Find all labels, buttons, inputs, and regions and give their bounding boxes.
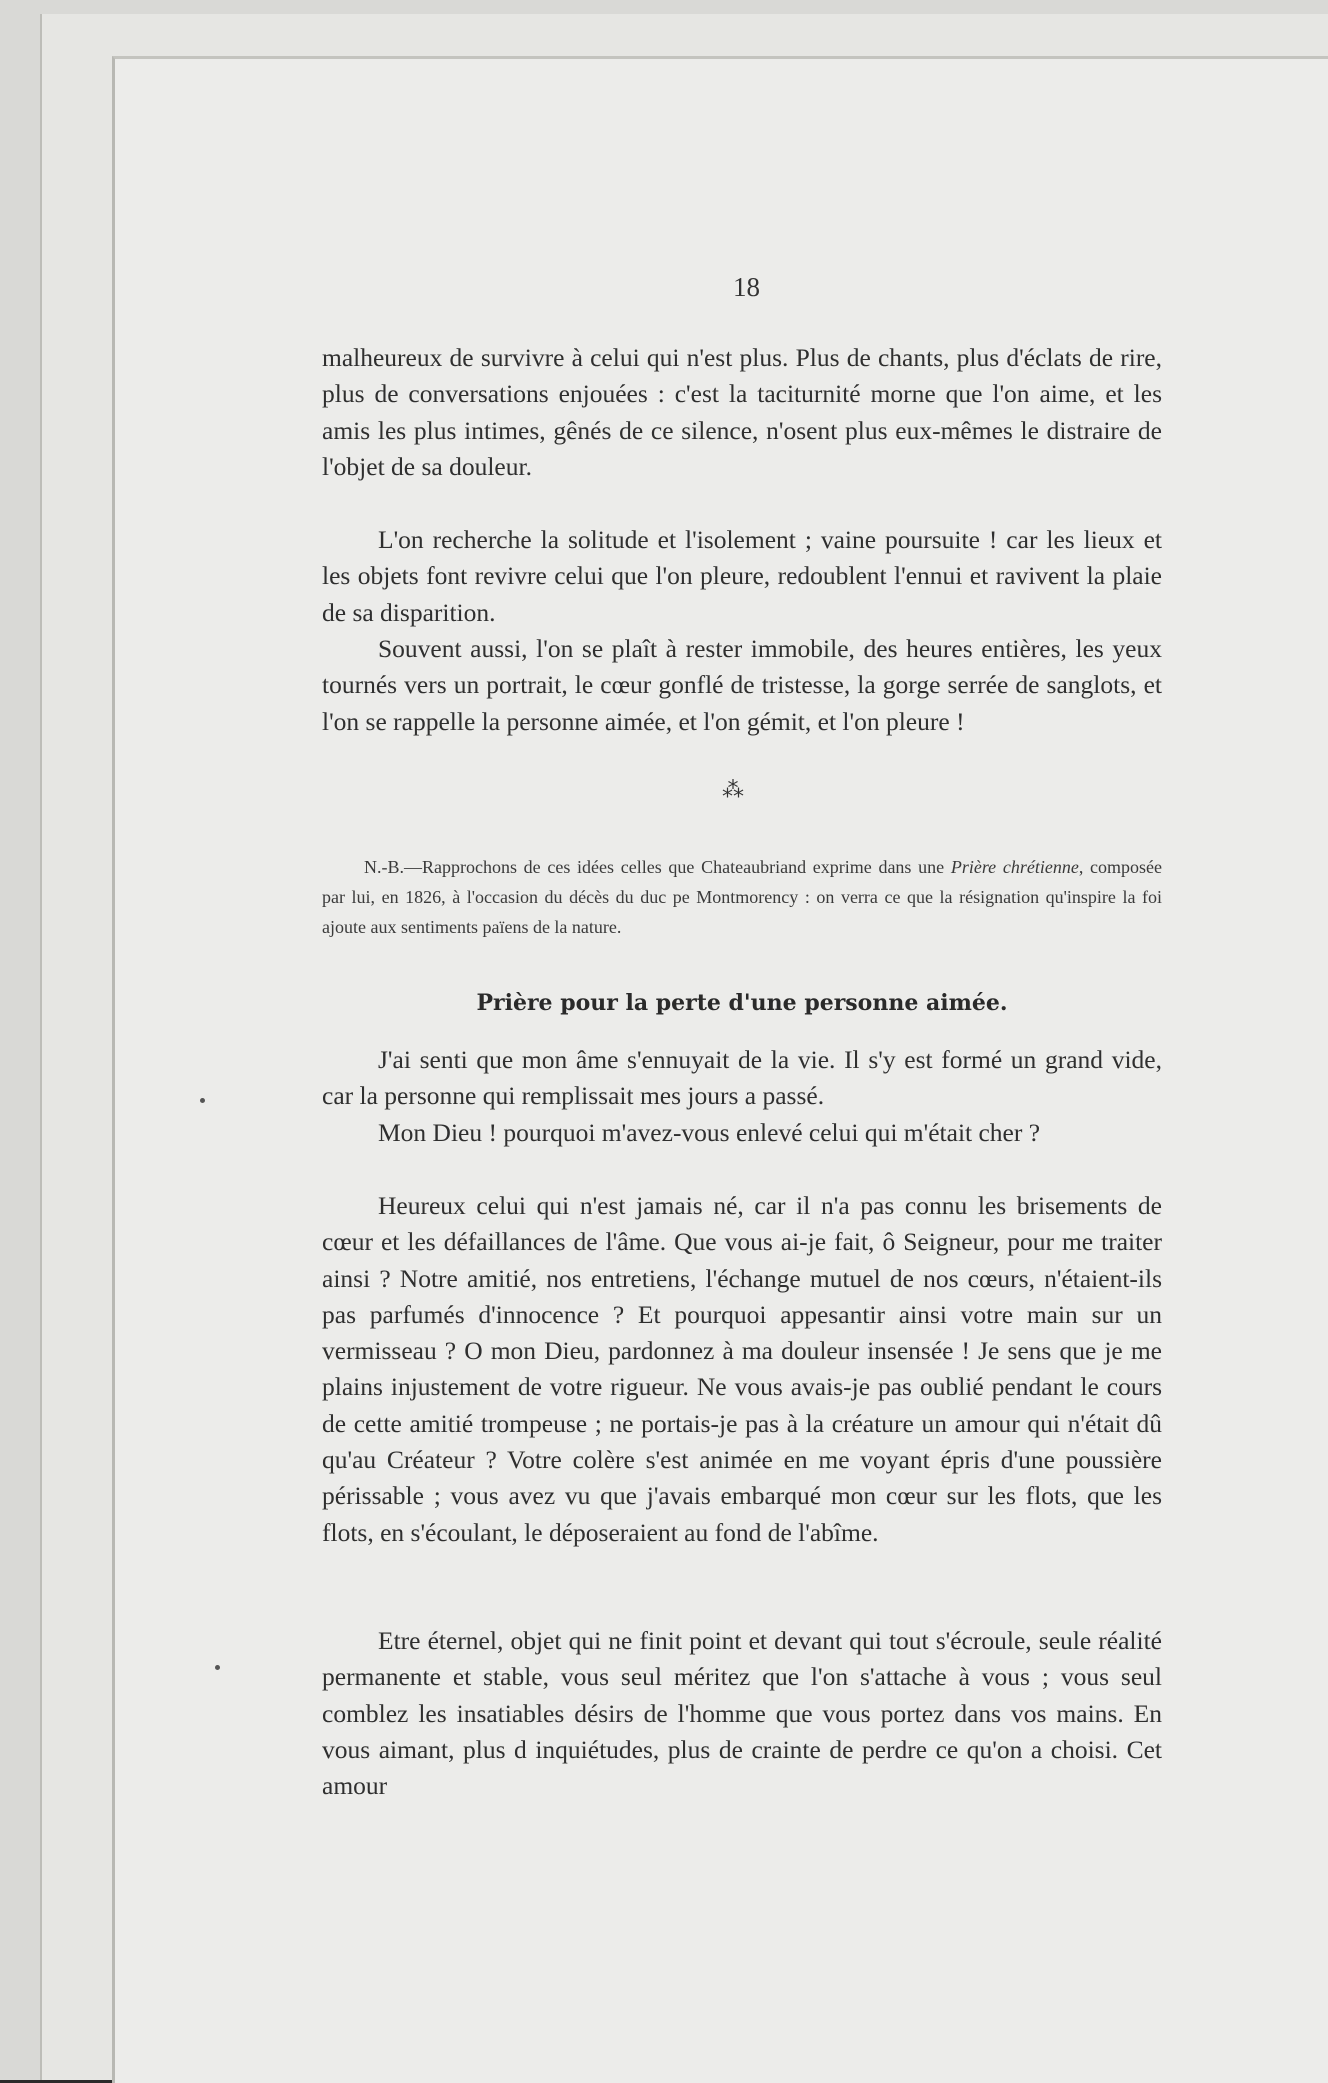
footnote-text-after: , composée par lui, en 1826, à l'occasion du décès du duc pe Montmorency : on verra ce que la résignation qu'inspire la foi ajoute aux sentiments païens de la nature.	[322, 857, 1162, 937]
footnote-text-before: N.-B.—Rapprochons de ces idées celles que Chateaubriand exprime dans une	[364, 857, 951, 877]
prayer-paragraph-1: J'ai senti que mon âme s'ennuyait de la vie. Il s'y est formé un grand vide, car la personne qui remplissait mes jours a passé.	[322, 1045, 1162, 1111]
paragraph-top-1: malheureux de survivre à celui qui n'est plus. Plus de chants, plus d'éclats de rire, plus de conversations enjouées : c'est la taciturnité morne que l'on aime, et les amis les plus intimes, gênés de ce silence, n'osent plus eux-mêmes le distraire de l'objet de sa douleur.	[322, 343, 1162, 481]
page-number: 18	[733, 272, 760, 302]
prayer-title: Prière pour la perte d'une personne aimée.	[476, 990, 1008, 1016]
prayer-paragraph-2: Mon Dieu ! pourquoi m'avez-vous enlevé celui qui m'était cher ?	[378, 1118, 1041, 1147]
footnote-title-italic: Prière chrétienne	[950, 857, 1079, 877]
asterism: ⁂	[722, 777, 744, 802]
prayer-paragraph-4: Etre éternel, objet qui ne finit point et devant qui tout s'écroule, seule réalité permanente et stable, vous seul méritez que l'on s'attache à vous ; vous seul comblez les insatiables désirs de l'homme que vous portez dans vos mains. En vous aimant, plus d inquiétudes, plus de crainte de perdre ce qu'on a choisi. Cet amour	[322, 1626, 1162, 1801]
speck	[200, 1098, 205, 1103]
paragraph-top-3: Souvent aussi, l'on se plaît à rester immobile, des heures entières, les yeux tournés vers un portrait, le cœur gonflé de tristesse, la gorge serrée de sanglots, et l'on se rappelle la personne aimée, et l'on gémit, et l'on pleure !	[322, 634, 1162, 736]
paragraph-top-2: L'on recherche la solitude et l'isolement ; vaine poursuite ! car les lieux et les objets font revivre celui que l'on pleure, redoublent l'ennui et ravivent la plaie de sa disparition.	[322, 525, 1162, 627]
prayer-paragraph-3: Heureux celui qui n'est jamais né, car il n'a pas connu les brisements de cœur et les défaillances de l'âme. Que vous ai-je fait, ô Seigneur, pour me traiter ainsi ? Notre amitié, nos entretiens, l'échange mutuel de nos cœurs, n'étaient-ils pas parfumés d'innocence ? Et pourquoi appesantir ainsi votre main sur un vermisseau ? O mon Dieu, pardonnez à ma douleur insensée ! Je sens que je me plains injustement de votre rigueur. Ne vous avais-je pas oublié pendant le cours de cette amitié trompeuse ; ne portais-je pas à la créature un amour qui n'était dû qu'au Créateur ? Votre colère s'est animée en me voyant épris d'une poussière périssable ; vous avez vu que j'avais embarqué mon cœur sur les flots, que les flots, en s'écoulant, le déposeraient au fond de l'abîme.	[322, 1191, 1162, 1547]
footnote	[322, 852, 1162, 942]
speck	[215, 1665, 220, 1670]
